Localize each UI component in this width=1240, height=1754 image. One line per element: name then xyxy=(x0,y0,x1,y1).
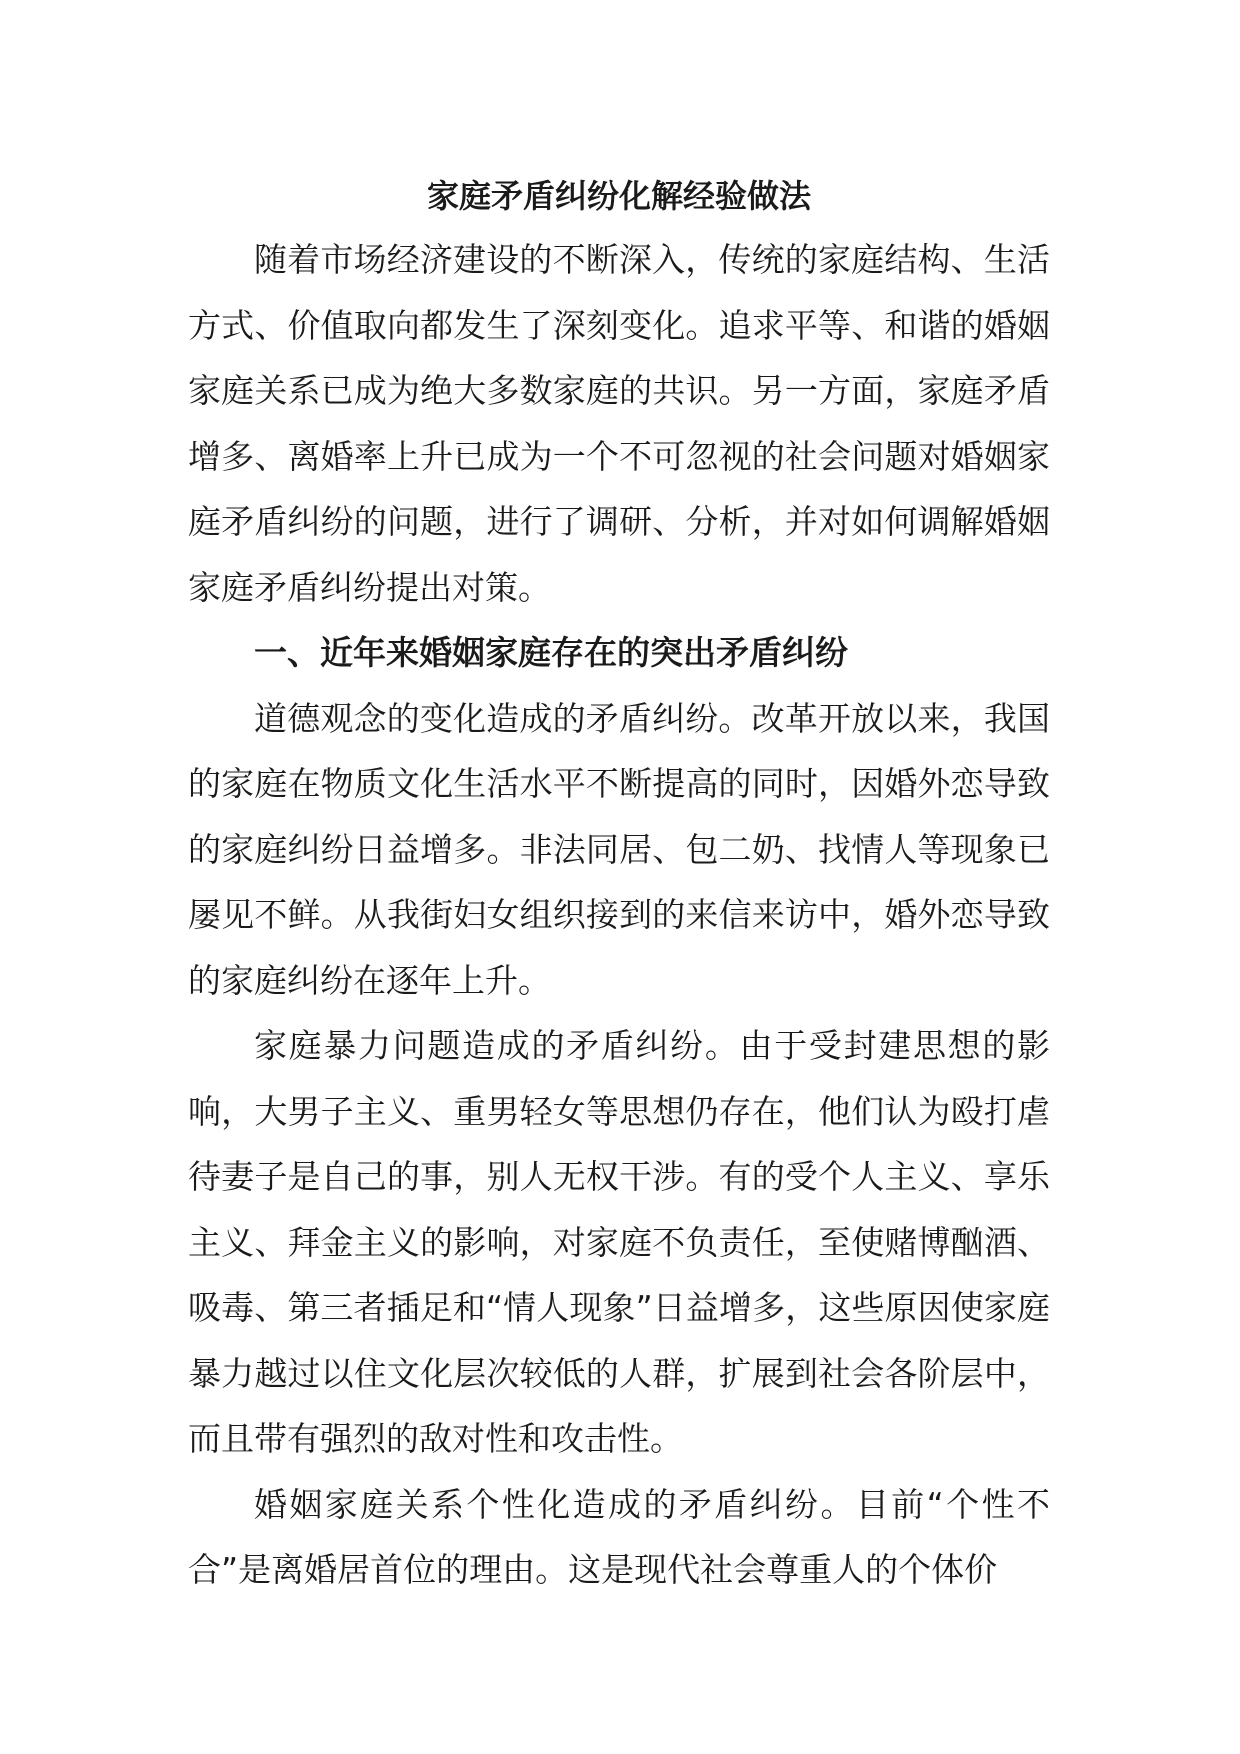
section-paragraph: 婚姻家庭关系个性化造成的矛盾纠纷。目前“个性不合”是离婚居首位的理由。这是现代社会尊重人的个体价 xyxy=(188,1484,1050,1589)
section-paragraph: 家庭暴力问题造成的矛盾纠纷。由于受封建思想的影响，大男子主义、重男轻女等思想仍存在，他们认为殴打虐待妻子是自己的事，别人无权干涉。有的受个人主义、享乐主义、拜金主义的影响，对家庭不负责任，至使赌博酗酒、吸毒、第三者插足和“情人现象”日益增多，这些原因使家庭暴力越过以住文化层次较低的人群，扩展到社会各阶层中，而且带有强烈的敌对性和攻击性。 xyxy=(188,1026,1050,1458)
document-page xyxy=(188,165,1050,1603)
intro-paragraph: 随着市场经济建设的不断深入，传统的家庭结构、生活方式、价值取向都发生了深刻变化。追求平等、和谐的婚姻家庭关系已成为绝大多数家庭的共识。另一方面，家庭矛盾增多、离婚率上升已成为一个不可忽视的社会问题对婚姻家庭矛盾纠纷的问题，进行了调研、分析，并对如何调解婚姻家庭矛盾纠纷提出对策。 xyxy=(188,240,1050,607)
section-paragraph: 道德观念的变化造成的矛盾纠纷。改革开放以来，我国的家庭在物质文化生活水平不断提高的同时，因婚外恋导致的家庭纠纷日益增多。非法同居、包二奶、找情人等现象已屡见不鲜。从我街妇女组织接到的来信来访中，婚外恋导致的家庭纠纷在逐年上升。 xyxy=(188,698,1050,1000)
section-heading: 一、近年来婚姻家庭存在的突出矛盾纠纷 xyxy=(254,633,848,672)
document-title: 家庭矛盾纠纷化解经验做法 xyxy=(426,177,811,215)
